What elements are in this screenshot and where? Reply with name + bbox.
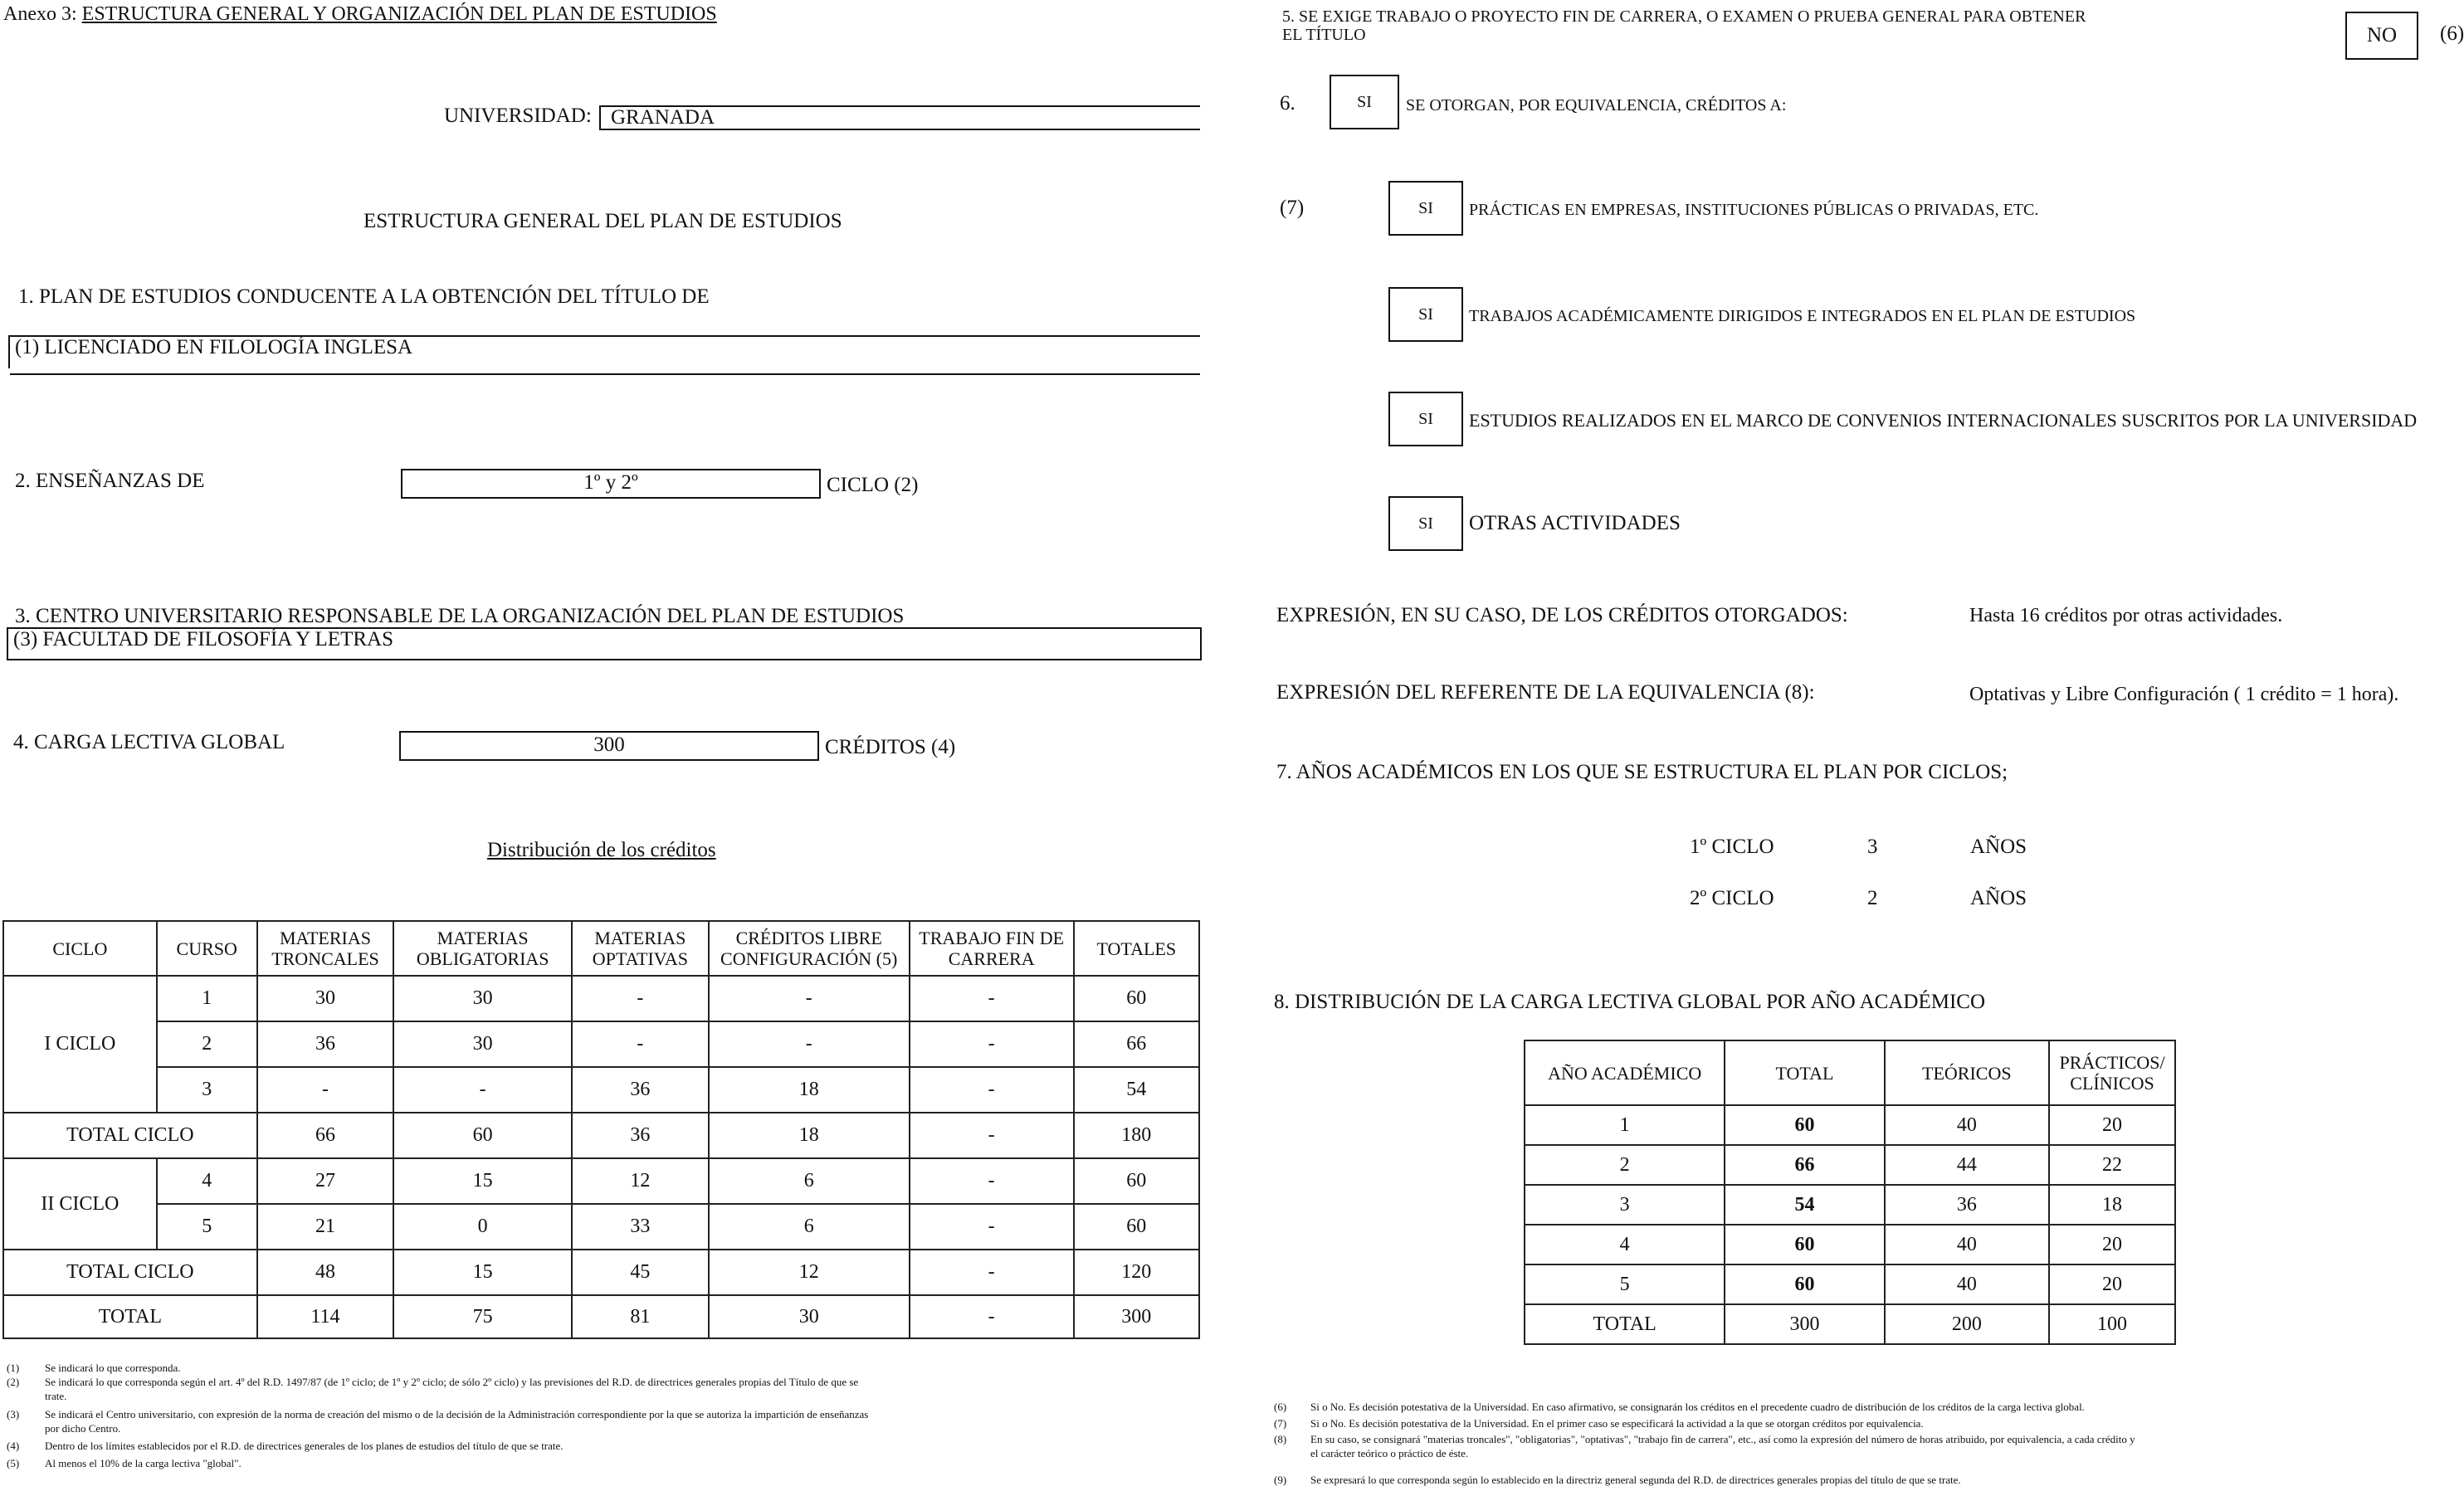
cell: - xyxy=(910,976,1074,1021)
th-ciclo: CICLO xyxy=(3,921,157,976)
th-troncales: MATERIAS TRONCALES xyxy=(257,921,393,976)
cell: 20 xyxy=(2049,1264,2175,1304)
cell: 66 xyxy=(1074,1021,1199,1067)
cell: 75 xyxy=(393,1295,572,1338)
s2-field xyxy=(401,469,821,499)
cell: 2 xyxy=(157,1021,257,1067)
cell: - xyxy=(910,1204,1074,1250)
cell: 60 xyxy=(1725,1105,1884,1145)
cell: 4 xyxy=(157,1158,257,1204)
cell: 36 xyxy=(572,1113,708,1158)
load-header-row xyxy=(1525,1040,2175,1105)
footnote: (6) Si o No. Es decisión potestativa de la Universidad. En caso afirmativo, se consignarán los créditos en el precedente cuadro de distribución de los créditos de la carga lectiva global. xyxy=(1274,1401,2085,1413)
total-cycle-row xyxy=(3,1250,1199,1295)
footnote: (5) Al menos el 10% de la carga lectiva "global". xyxy=(7,1457,242,1469)
cell: 66 xyxy=(257,1113,393,1158)
cell: 21 xyxy=(257,1204,393,1250)
cell: - xyxy=(572,976,708,1021)
cell: 54 xyxy=(1074,1067,1199,1113)
university-field xyxy=(599,105,1200,130)
table-row xyxy=(3,1067,1199,1113)
s6-field xyxy=(1330,75,1399,129)
cell: 12 xyxy=(709,1250,910,1295)
cell: 60 xyxy=(1725,1225,1884,1264)
cell: 36 xyxy=(1885,1185,2049,1225)
expr2-value: Optativas y Libre Configuración ( 1 crédito = 1 hora). xyxy=(1969,684,2399,705)
cell: - xyxy=(257,1067,393,1113)
s5-field xyxy=(2345,12,2418,60)
cell: 40 xyxy=(1885,1105,2049,1145)
cell: 120 xyxy=(1074,1250,1199,1295)
s5-line1: 5. SE EXIGE TRABAJO O PROYECTO FIN DE CARRERA, O EXAMEN O PRUEBA GENERAL PARA OBTENER xyxy=(1282,7,2086,26)
th-trabajo-fin: TRABAJO FIN DE CARRERA xyxy=(910,921,1074,976)
footnote: (4) Dentro de los límites establecidos por el R.D. de directrices generales de los planes de estudios del título de que se trate. xyxy=(7,1440,564,1452)
th-curso: CURSO xyxy=(157,921,257,976)
th-practicos: PRÁCTICOS/ CLÍNICOS xyxy=(2049,1040,2175,1105)
s5-note: (6) xyxy=(2440,22,2464,45)
cell: 20 xyxy=(2049,1225,2175,1264)
total-cycle-row xyxy=(3,1113,1199,1158)
load-total-row xyxy=(1525,1304,2175,1344)
item-field-3 xyxy=(1388,392,1463,446)
cell: 15 xyxy=(393,1158,572,1204)
s3-label: 3. CENTRO UNIVERSITARIO RESPONSABLE DE LA ORGANIZACIÓN DEL PLAN DE ESTUDIOS xyxy=(15,605,905,627)
cell: 300 xyxy=(1074,1295,1199,1338)
table-row xyxy=(1525,1264,2175,1304)
cell: 40 xyxy=(1885,1225,2049,1264)
cell: 30 xyxy=(709,1295,910,1338)
cell: 18 xyxy=(2049,1185,2175,1225)
cell: 1 xyxy=(1525,1105,1725,1145)
s7-num: (7) xyxy=(1280,197,1305,219)
cell: - xyxy=(572,1021,708,1067)
table-row xyxy=(3,1158,1199,1204)
th-obligatorias: MATERIAS OBLIGATORIAS xyxy=(393,921,572,976)
item-field-4 xyxy=(1388,496,1463,551)
item-value-3: SI xyxy=(1418,410,1433,428)
cell: 6 xyxy=(709,1204,910,1250)
s6-label: SE OTORGAN, POR EQUIVALENCIA, CRÉDITOS A: xyxy=(1406,96,1787,115)
s2-label: 2. ENSEÑANZAS DE xyxy=(15,470,205,492)
cell: 2 xyxy=(1525,1145,1725,1185)
cell: 3 xyxy=(1525,1185,1725,1225)
cell: 30 xyxy=(393,976,572,1021)
cell: - xyxy=(709,976,910,1021)
s5-line2: EL TÍTULO xyxy=(1282,26,1366,44)
s6-num: 6. xyxy=(1280,92,1295,115)
item-field-1 xyxy=(1388,181,1463,236)
s6-value: SI xyxy=(1357,93,1372,111)
footnote: (9) Se expresará lo que corresponda según lo establecido en la directriz general segunda del R.D. de directrices generales propias del título de que se trate. xyxy=(1274,1474,1961,1486)
cell: 0 xyxy=(393,1204,572,1250)
section-title: ESTRUCTURA GENERAL DEL PLAN DE ESTUDIOS xyxy=(364,210,842,232)
table-row xyxy=(1525,1185,2175,1225)
cell: - xyxy=(910,1067,1074,1113)
cycle-years: 2 xyxy=(1867,887,1878,909)
cell: - xyxy=(709,1021,910,1067)
s1-underline xyxy=(10,373,1200,375)
cell: 54 xyxy=(1725,1185,1884,1225)
cell: - xyxy=(910,1158,1074,1204)
s4-label: 4. CARGA LECTIVA GLOBAL xyxy=(13,731,285,753)
item-value-2: SI xyxy=(1418,305,1433,324)
th-libre-configuracion: CRÉDITOS LIBRE CONFIGURACIÓN (5) xyxy=(709,921,910,976)
cell: - xyxy=(910,1021,1074,1067)
item-label-4: OTRAS ACTIVIDADES xyxy=(1469,512,1681,534)
cell: TOTAL xyxy=(1525,1304,1725,1344)
cycle1-label: I CICLO xyxy=(3,976,157,1113)
cell: 15 xyxy=(393,1250,572,1295)
footnote: (1) Se indicará lo que corresponda. xyxy=(7,1362,181,1374)
cell: 60 xyxy=(1074,976,1199,1021)
s4-suffix: CRÉDITOS (4) xyxy=(825,736,956,758)
cell: 5 xyxy=(1525,1264,1725,1304)
item-value-4: SI xyxy=(1418,514,1433,533)
cell: 200 xyxy=(1885,1304,2049,1344)
cycle-years: 3 xyxy=(1867,836,1878,858)
cycles-list xyxy=(1690,835,2038,909)
table-row xyxy=(3,976,1199,1021)
credits-table xyxy=(2,920,1200,1339)
th-totales: TOTALES xyxy=(1074,921,1199,976)
annex-title: ESTRUCTURA GENERAL Y ORGANIZACIÓN DEL PLAN DE ESTUDIOS xyxy=(81,3,717,25)
cell: 5 xyxy=(157,1204,257,1250)
s3-field xyxy=(7,627,1202,660)
item-value-1: SI xyxy=(1418,199,1433,217)
th-optativas: MATERIAS OPTATIVAS xyxy=(572,921,708,976)
cell: 22 xyxy=(2049,1145,2175,1185)
cell: 44 xyxy=(1885,1145,2049,1185)
cell: 100 xyxy=(2049,1304,2175,1344)
cell: 40 xyxy=(1885,1264,2049,1304)
cell: 60 xyxy=(1074,1204,1199,1250)
cycle-unit: AÑOS xyxy=(1970,836,2027,858)
item-field-2 xyxy=(1388,287,1463,342)
cell: 60 xyxy=(1074,1158,1199,1204)
cell: 6 xyxy=(709,1158,910,1204)
annex-heading xyxy=(3,2,717,27)
cell: 300 xyxy=(1725,1304,1884,1344)
cell: 36 xyxy=(257,1021,393,1067)
expr2-label: EXPRESIÓN DEL REFERENTE DE LA EQUIVALENCIA (8): xyxy=(1276,681,1815,704)
cell: 12 xyxy=(572,1158,708,1204)
expr1-label: EXPRESIÓN, EN SU CASO, DE LOS CRÉDITOS OTORGADOS: xyxy=(1276,604,1848,626)
s3-value: (3) FACULTAD DE FILOSOFÍA Y LETRAS xyxy=(13,628,393,650)
cell: 81 xyxy=(572,1295,708,1338)
s5-value: NO xyxy=(2366,24,2398,46)
s1-value: (1) LICENCIADO EN FILOLOGÍA INGLESA xyxy=(15,336,413,358)
table-row xyxy=(3,1021,1199,1067)
th-ano-academico: AÑO ACADÉMICO xyxy=(1525,1040,1725,1105)
table-row xyxy=(1525,1225,2175,1264)
table-row xyxy=(1525,1105,2175,1145)
total-cycle-label: TOTAL CICLO xyxy=(3,1113,257,1158)
cell: - xyxy=(910,1113,1074,1158)
s4-value: 300 xyxy=(593,733,625,756)
cell: 48 xyxy=(257,1250,393,1295)
cell: 3 xyxy=(157,1067,257,1113)
distribution-title: Distribución de los créditos xyxy=(487,839,716,861)
footnote: (3) Se indicará el Centro universitario, con expresión de la norma de creación del mismo o de la decisión de la Administración correspondiente por la que se autoriza la impartición de enseñanzas xyxy=(7,1408,869,1420)
load-table xyxy=(1524,1040,2176,1345)
table-row xyxy=(1525,1145,2175,1185)
cell: 45 xyxy=(572,1250,708,1295)
s1-field xyxy=(8,335,1200,368)
item-label-1: PRÁCTICAS EN EMPRESAS, INSTITUCIONES PÚBLICAS O PRIVADAS, ETC. xyxy=(1469,201,2039,219)
cell: 4 xyxy=(1525,1225,1725,1264)
footnote: (8) En su caso, se consignará "materias troncales", "obligatorias", "optativas", "trabajo fin de carrera", etc., así como la expresión del número de horas atribuido, por equivalencia, a cada crédito y xyxy=(1274,1433,2135,1445)
grand-total-label: TOTAL xyxy=(3,1295,257,1338)
cell: 33 xyxy=(572,1204,708,1250)
annex-prefix: Anexo 3: xyxy=(3,3,77,25)
item-label-3: ESTUDIOS REALIZADOS EN EL MARCO DE CONVENIOS INTERNACIONALES SUSCRITOS POR LA UNIVERSIDAD xyxy=(1469,410,2418,431)
cell: 27 xyxy=(257,1158,393,1204)
s2-suffix: CICLO (2) xyxy=(827,474,919,496)
cell: 60 xyxy=(1725,1264,1884,1304)
cell: 36 xyxy=(572,1067,708,1113)
credits-header-row xyxy=(3,921,1199,976)
cell: 60 xyxy=(393,1113,572,1158)
expr1-value: Hasta 16 créditos por otras actividades. xyxy=(1969,605,2283,626)
cell: - xyxy=(393,1067,572,1113)
cycle-unit: AÑOS xyxy=(1970,887,2027,909)
cell: 180 xyxy=(1074,1113,1199,1158)
item-label-2: TRABAJOS ACADÉMICAMENTE DIRIGIDOS E INTEGRADOS EN EL PLAN DE ESTUDIOS xyxy=(1469,307,2136,325)
cell: 30 xyxy=(257,976,393,1021)
th-teoricos: TEÓRICOS xyxy=(1885,1040,2049,1105)
cell: 20 xyxy=(2049,1105,2175,1145)
cycle-name: 2º CICLO xyxy=(1690,887,1774,909)
cycle-name: 1º CICLO xyxy=(1690,836,1774,858)
cell: 18 xyxy=(709,1113,910,1158)
th-total: TOTAL xyxy=(1725,1040,1884,1105)
cell: 1 xyxy=(157,976,257,1021)
cycle2-label: II CICLO xyxy=(3,1158,157,1250)
cell: 66 xyxy=(1725,1145,1884,1185)
cell: 114 xyxy=(257,1295,393,1338)
university-label: UNIVERSIDAD: xyxy=(444,105,592,127)
cell: 18 xyxy=(709,1067,910,1113)
s1-label: 1. PLAN DE ESTUDIOS CONDUCENTE A LA OBTENCIÓN DEL TÍTULO DE xyxy=(18,285,710,308)
s2-value: 1º y 2º xyxy=(583,471,638,494)
university-value: GRANADA xyxy=(611,106,715,129)
s4-field xyxy=(399,731,819,761)
grand-total-row xyxy=(3,1295,1199,1338)
footnote: (2) Se indicará lo que corresponda según el art. 4º del R.D. 1497/87 (de 1º ciclo; de 1º y 2º ciclo; de sólo 2º ciclo) y las previsiones del R.D. de directrices generales propias del Título de que se xyxy=(7,1376,859,1388)
footnote: (7) Si o No. Es decisión potestativa de la Universidad. En el primer caso se especificará la actividad a la que se otorgan créditos por equivalencia. xyxy=(1274,1417,1924,1430)
total-cycle-label: TOTAL CICLO xyxy=(3,1250,257,1295)
cell: - xyxy=(910,1250,1074,1295)
s8-title: 8. DISTRIBUCIÓN DE LA CARGA LECTIVA GLOBAL POR AÑO ACADÉMICO xyxy=(1274,991,1985,1013)
table-row xyxy=(3,1204,1199,1250)
cell: 30 xyxy=(393,1021,572,1067)
s7-title: 7. AÑOS ACADÉMICOS EN LOS QUE SE ESTRUCTURA EL PLAN POR CICLOS; xyxy=(1276,761,2008,783)
cell: - xyxy=(910,1295,1074,1338)
